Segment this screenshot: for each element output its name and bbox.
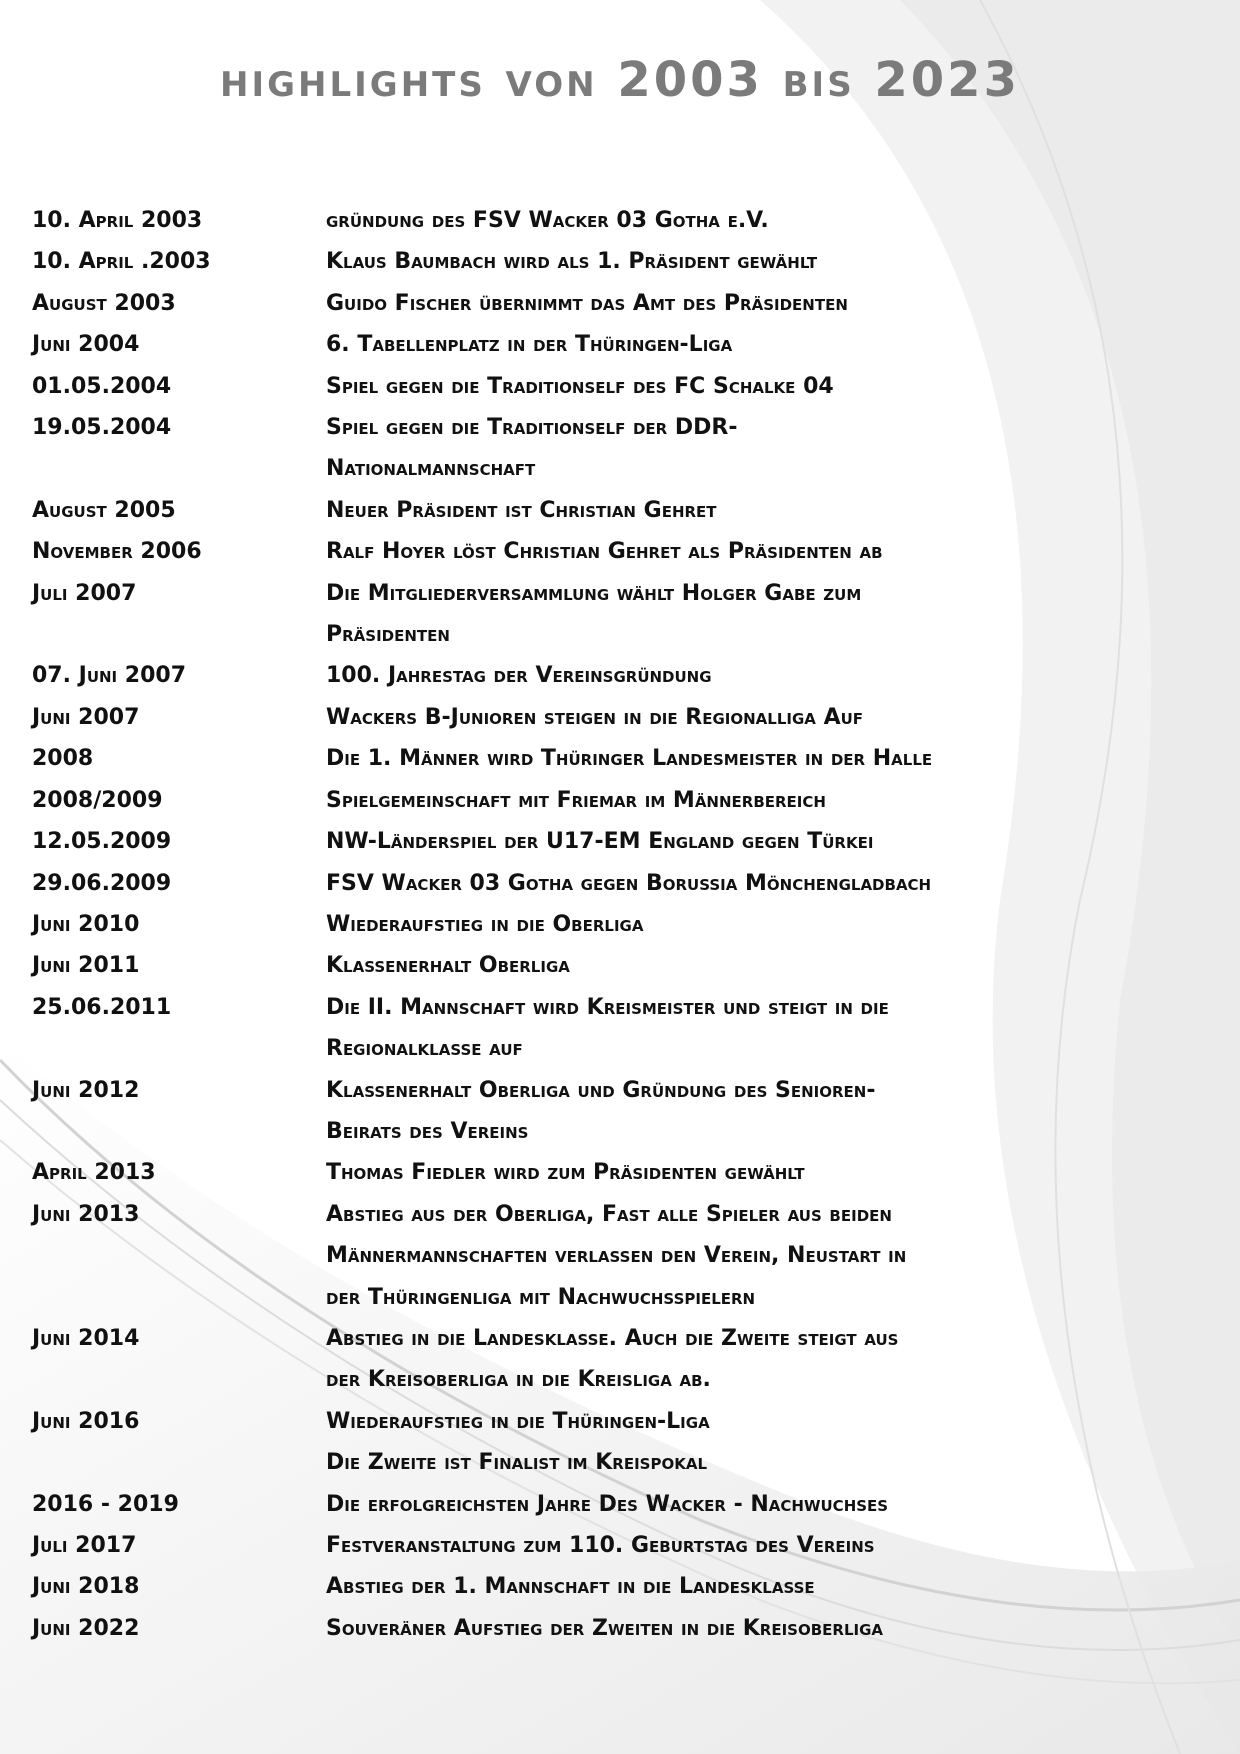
entry-date: 10. April 2003 bbox=[32, 208, 203, 233]
entry-date: Juni 2007 bbox=[32, 704, 140, 730]
list-item bbox=[32, 697, 1222, 738]
list-item bbox=[32, 573, 1222, 656]
entry-text: Wiederaufstieg in die Thüringen-Liga Die Zweite ist Finalist im Kreispokal bbox=[326, 1408, 710, 1476]
entry-text: 100. Jahrestag der Vereinsgründung bbox=[326, 663, 712, 689]
list-item bbox=[32, 780, 1222, 821]
list-item bbox=[32, 531, 1222, 572]
entry-date: August 2003 bbox=[32, 290, 176, 316]
list-item bbox=[32, 655, 1222, 696]
list-item bbox=[32, 200, 1222, 241]
entry-text: Die erfolgreichsten Jahre Des Wacker - Nachwuchses bbox=[326, 1491, 889, 1517]
entry-text: Guido Fischer übernimmt das Amt des Präsidenten bbox=[326, 290, 848, 316]
list-item bbox=[32, 283, 1222, 324]
entry-date: Juni 2016 bbox=[32, 1408, 140, 1434]
list-item bbox=[32, 1608, 1222, 1649]
entry-text: Die 1. Männer wird Thüringer Landesmeister in der Halle bbox=[326, 746, 933, 772]
entry-date: 07. Juni 2007 bbox=[32, 663, 187, 689]
entry-date: August 2005 bbox=[32, 497, 176, 523]
entry-text: Spielgemeinschaft mit Friemar im Männerbereich bbox=[326, 787, 826, 813]
list-item bbox=[32, 241, 1222, 282]
entry-text: Die II. Mannschaft wird Kreismeister und steigt in die Regionalklasse auf bbox=[326, 994, 889, 1062]
entry-text: Wiederaufstieg in die Oberliga bbox=[326, 911, 644, 937]
entry-date: 29.06.2009 bbox=[32, 870, 172, 896]
entry-text: Abstieg aus der Oberliga, Fast alle Spieler aus beiden Männermannschaften verlassen den Verein, Neustart in der Thüringenliga mit Nachwuchsspielern bbox=[326, 1201, 907, 1310]
list-item bbox=[32, 945, 1222, 986]
list-item bbox=[32, 1194, 1222, 1318]
list-item bbox=[32, 1318, 1222, 1401]
list-item bbox=[32, 738, 1222, 779]
entry-date: 12.05.2009 bbox=[32, 829, 172, 855]
entry-date: Juni 2012 bbox=[32, 1077, 140, 1103]
entry-text: Wackers B-Junioren steigen in die Regionalliga Auf bbox=[326, 704, 864, 730]
entry-text: Die Mitgliederversammlung wählt Holger Gabe zum Präsidenten bbox=[326, 580, 862, 648]
entry-date: Juni 2018 bbox=[32, 1574, 140, 1600]
entry-text: gründung des FSV Wacker 03 Gotha e.V. bbox=[326, 208, 769, 233]
entry-date: November 2006 bbox=[32, 539, 202, 565]
entry-text: Klassenerhalt Oberliga und Gründung des Senioren- Beirats des Vereins bbox=[326, 1077, 876, 1144]
entry-date: 2016 - 2019 bbox=[32, 1491, 179, 1517]
entry-text: FSV Wacker 03 Gotha gegen Borussia Mönchengladbach bbox=[326, 870, 932, 896]
entry-date: Juni 2014 bbox=[32, 1325, 140, 1351]
entry-date: Juni 2022 bbox=[32, 1615, 140, 1641]
list-item bbox=[32, 987, 1222, 1070]
entry-text: Spiel gegen die Traditionself der DDR- Nationalmannschaft bbox=[326, 415, 738, 482]
entry-date: 25.06.2011 bbox=[32, 994, 172, 1020]
entry-text: NW-Länderspiel der U17-EM England gegen Türkei bbox=[326, 829, 874, 855]
entry-text: Festveranstaltung zum 110. Geburtstag des Vereins bbox=[326, 1533, 875, 1558]
list-item bbox=[32, 324, 1222, 365]
list-item bbox=[32, 904, 1222, 945]
entry-text: 6. Tabellenplatz in der Thüringen-Liga bbox=[326, 332, 733, 358]
entry-text: Thomas Fiedler wird zum Präsidenten gewählt bbox=[326, 1160, 805, 1186]
entry-text: Abstieg der 1. Mannschaft in die Landesklasse bbox=[326, 1574, 815, 1600]
entry-date: Juni 2013 bbox=[32, 1201, 140, 1227]
entry-date: 10. April .2003 bbox=[32, 249, 211, 275]
list-item bbox=[32, 1070, 1222, 1153]
list-item bbox=[32, 821, 1222, 862]
entry-text: Klaus Baumbach wird als 1. Präsident gewählt bbox=[326, 249, 818, 275]
list-item bbox=[32, 1401, 1222, 1484]
entry-date: Juni 2011 bbox=[32, 953, 140, 979]
entry-date: 19.05.2004 bbox=[32, 415, 172, 441]
entry-date: 01.05.2004 bbox=[32, 373, 172, 399]
list-item bbox=[32, 1152, 1222, 1193]
entry-text: Klassenerhalt Oberliga bbox=[326, 953, 570, 979]
entry-date: Juni 2010 bbox=[32, 911, 140, 937]
highlights-list bbox=[32, 200, 1222, 1649]
entry-text: Souveräner Aufstieg der Zweiten in die Kreisoberliga bbox=[326, 1615, 884, 1641]
entry-text: Neuer Präsident ist Christian Gehret bbox=[326, 497, 717, 523]
list-item bbox=[32, 863, 1222, 904]
page-title: highlights von 2003 bis 2023 bbox=[220, 52, 1020, 108]
entry-date: Juli 2017 bbox=[32, 1533, 137, 1558]
entry-text: Spiel gegen die Traditionself des FC Schalke 04 bbox=[326, 373, 834, 399]
list-item bbox=[32, 1525, 1222, 1566]
entry-date: Juli 2007 bbox=[32, 580, 137, 606]
list-item bbox=[32, 407, 1222, 490]
list-item bbox=[32, 490, 1222, 531]
list-item bbox=[32, 366, 1222, 407]
list-item bbox=[32, 1484, 1222, 1525]
entry-date: 2008 bbox=[32, 746, 94, 772]
entry-text: Ralf Hoyer löst Christian Gehret als Präsidenten ab bbox=[326, 539, 883, 565]
entry-date: April 2013 bbox=[32, 1160, 156, 1186]
entry-date: Juni 2004 bbox=[32, 332, 140, 358]
list-item bbox=[32, 1566, 1222, 1607]
entry-text: Abstieg in die Landesklasse. Auch die Zweite steigt aus der Kreisoberliga in die Kreisliga ab. bbox=[326, 1325, 899, 1393]
entry-date: 2008/2009 bbox=[32, 787, 163, 813]
